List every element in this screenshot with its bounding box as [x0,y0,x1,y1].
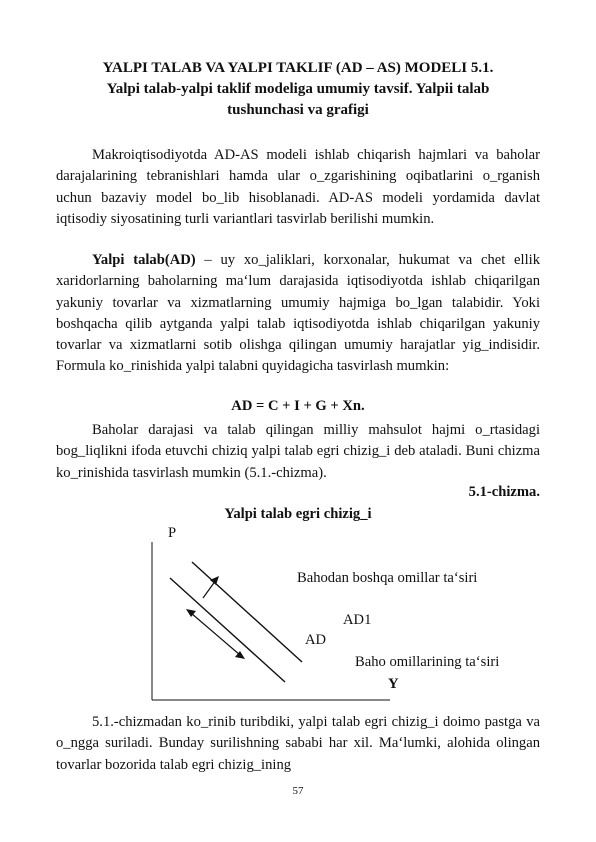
label-other-factors: Bahodan boshqa omillar ta‘siri [297,570,478,586]
x-axis-label: Y [388,676,399,692]
label-price-factors: Baho omillarining ta‘siri [355,654,500,670]
section-heading-line1: YALPI TALAB VA YALPI TAKLIF (AD – AS) MODELI 5.1. [102,60,494,76]
section-heading-line2: Yalpi talab-yalpi taklif modeliga umumiy tavsif. Yalpii talab [106,81,490,97]
figure-title: Yalpi talab egri chizig_i [224,506,372,522]
section-heading-line3: tushunchasi va grafigi [227,102,369,118]
term-yalpi-talab: Yalpi talab(AD) [92,252,196,268]
y-axis-label: P [168,525,177,541]
label-ad1: AD1 [343,612,372,628]
figure-number: 5.1-chizma. [468,484,540,500]
label-ad: AD [305,632,327,648]
formula: AD = C + I + G + Xn. [231,398,365,414]
paragraph-1: Makroiqtisodiyotda AD-AS modeli ishlab chiqarish hajmlari va baholar darajalarining tebranishlari hamda ular o_zgarishining oqibatlarini o_rganish uchun bazaviy model bo_lib hisoblanadi. AD-AS modeli yordamida davlat iqtisodiy siyosatining turli variantlari tasvirlab berilishi mumkin. [56,147,540,227]
paragraph-4: 5.1.-chizmadan ko_rinib turibdiki, yalpi talab egri chizig_i doimo pastga va o_ngga suriladi. Bunday surilishning sababi har xil. Ma‘lumki, alohida olingan tovarlar bozorida talab egri chizig_ining [56,714,540,773]
page-number: 57 [292,785,304,797]
paragraph-3: Baholar darajasi va talab qilingan milliy mahsulot hajmi o_rtasidagi bog_liqlikni ifoda etuvchi chiziq yalpi talab egri chizig_i deb ataladi. Buni chizma ko_rinishida tasvirlash mumkin (5.1.-chizma). [56,422,540,481]
shift-arrow-head [210,576,219,585]
paragraph-2-text: – uy xo_jaliklari, korxonalar, hukumat va chet ellik xaridorlarning baholarning ma‘lum darajasida iqtisodiyotda ishlab chiqarilgan yakuniy tovarlar va xizmatlarning umumiy hajmiga bo_lgan talabidir. Yoki boshqacha qilib aytganda yalpi talab iqtisodiyotda ishlab chiqarilgan yakuniy tovarlar va xizmatlarni sotib olishga qilingan umumiy harajatlar yig_indisidir. Formula ko_rinishida yalpi talabni quyidagicha tasvirlash mumkin: [56,252,540,375]
